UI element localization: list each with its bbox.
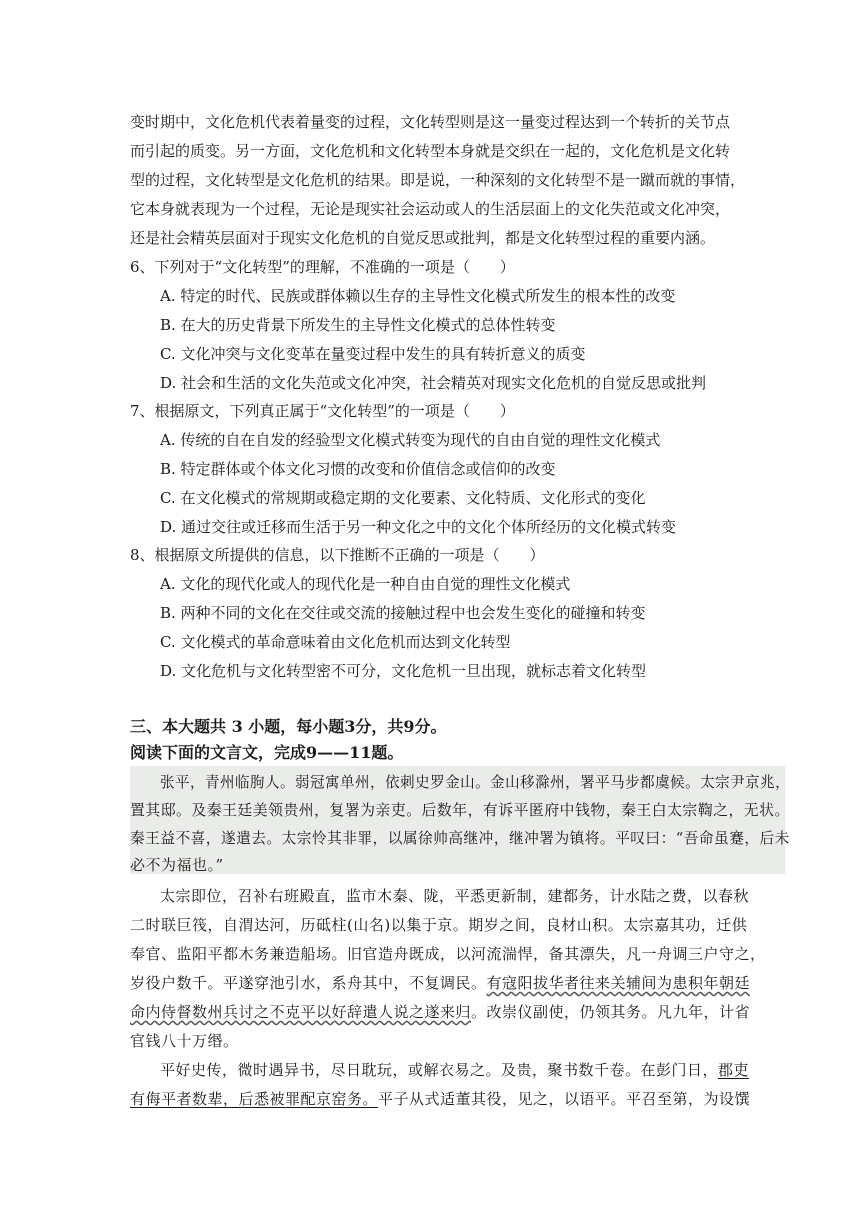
question-7-option-b: B. 特定群体或个体文化习惯的改变和价值信念或信仰的改变 [160, 460, 556, 478]
intro-line-5: 还是社会精英层面对于现实文化危机的自觉反思或批判，都是文化转型过程的重要内涵。 [130, 229, 716, 247]
underlined-sentence-part-1: 有寇阳拔华者往来关辅间为患积年朝廷 [486, 974, 751, 992]
passage-p3-line-1 [160, 1060, 749, 1080]
passage-p2-line-4 [130, 973, 750, 993]
question-8-option-d: D. 文化危机与文化转型密不可分，文化危机一旦出现，就标志着文化转型 [160, 662, 647, 680]
section-instruction: 阅读下面的文言文，完成9——11题。 [130, 743, 404, 762]
question-8-stem: 8、根据原文所提供的信息，以下推断不正确的一项是（ ） [130, 546, 545, 564]
question-7-option-a: A. 传统的自在自发的经验型文化模式转变为现代的自由自觉的理性文化模式 [160, 431, 661, 449]
intro-line-3: 型的过程，文化转型是文化危机的结果。即是说，一种深刻的文化转型不是一蹴而就的事情， [130, 171, 746, 189]
section-heading: 三、本大题共 3 小题，每小题3分，共9分。 [130, 717, 447, 736]
intro-line-4: 它本身就表现为一个过程，无论是现实社会运动或人的生活层面上的文化失范或文化冲突， [130, 200, 731, 218]
passage-p2-line-6: 官钱八十万缗。 [130, 1032, 239, 1050]
passage-p2-line-5 [130, 1002, 750, 1022]
passage-p1-line-4: 必不为福也。” [130, 856, 224, 874]
intro-line-1: 变时期中，文化危机代表着量变的过程，文化转型则是这一量变过程达到一个转折的关节点 [130, 113, 731, 131]
passage-p2-line-1: 太宗即位，召补右班殿直，监市木秦、陇，平悉更新制，建都务，计水陆之费，以春秋 [160, 887, 750, 905]
passage-p1-line-3: 秦王益不喜，遂遣去。太宗怜其非罪，以属徐帅高继冲，继冲署为镇将。平叹曰：“吾命虽蹇，后未 [130, 829, 790, 847]
question-7-option-d: D. 通过交往或迁移而生活于另一种文化之中的文化个体所经历的文化模式转变 [160, 518, 677, 536]
question-6-option-c: C. 文化冲突与文化变革在量变过程中发生的具有转折意义的质变 [160, 345, 586, 363]
question-7-option-c: C. 在文化模式的常规期或稳定期的文化要素、文化特质、文化形式的变化 [160, 489, 646, 507]
passage-p2-line-3: 奉官、监阳平都木务兼造船场。旧官造舟既成，以河流湍悍，备其漂失，凡一舟调三户守之， [130, 945, 766, 963]
passage-p2-line-5-tail: 。改崇仪副使，仍领其务。凡九年，计省 [471, 1003, 751, 1021]
question-6-stem: 6、下列对于“文化转型”的理解，不准确的一项是（ ） [130, 258, 515, 276]
question-7-stem: 7、根据原文，下列真正属于“文化转型”的一项是（ ） [130, 402, 515, 420]
question-6-option-b: B. 在大的历史背景下所发生的主导性文化模式的总体性转变 [160, 316, 556, 334]
passage-p2-line-2: 二时联巨筏，自渭达河，历砥柱(山名)以集于京。期岁之间，良材山积。太宗嘉其功，迁供 [130, 916, 748, 934]
passage-p1-line-2: 置其邸。及秦王廷美领贵州，复署为亲吏。后数年，有诉平匿府中钱物，秦王白太宗鞫之，无状。 [130, 801, 790, 819]
question-8-option-a: A. 文化的现代化或人的现代化是一种自由自觉的理性文化模式 [160, 575, 571, 593]
question-8-option-c: C. 文化模式的革命意味着由文化危机而达到文化转型 [160, 633, 511, 651]
passage-p3-line-1-text: 平好史传，微时遇异书，尽日耽玩，或解衣易之。及贵，聚书数千卷。在彭门日， [160, 1061, 719, 1079]
underlined-sentence-2-part-2: 有侮平者数辈，后悉被罪配京窑务。 [130, 1090, 379, 1108]
underlined-sentence-2-part-1: 郡吏 [718, 1061, 750, 1079]
passage-p3-line-2-tail: 平子从式适董其役，见之，以语平。平召至第，为设馔 [378, 1090, 751, 1108]
question-6-option-d: D. 社会和生活的文化失范或文化冲突，社会精英对现实文化危机的自觉反思或批判 [160, 374, 707, 392]
passage-p3-line-2 [130, 1089, 750, 1109]
question-8-option-b: B. 两种不同的文化在交往或交流的接触过程中也会发生变化的碰撞和转变 [160, 604, 646, 622]
passage-p1-line-1: 张平，青州临朐人。弱冠寓单州，依刺史罗金山。金山移滁州，署平马步都虞候。太宗尹京兆， [160, 773, 791, 791]
question-6-option-a: A. 特定的时代、民族或群体赖以生存的主导性文化模式所发生的根本性的改变 [160, 287, 676, 305]
passage-p2-line-4-text: 岁役户数千。平遂穿池引水，系舟其中，不复调民。 [130, 974, 487, 992]
underlined-sentence-part-2: 命内侍督数州兵讨之不克平以好辞遣人说之遂来归 [130, 1003, 472, 1021]
intro-line-2: 而引起的质变。另一方面，文化危机和文化转型本身就是交织在一起的，文化危机是文化转 [130, 142, 731, 160]
